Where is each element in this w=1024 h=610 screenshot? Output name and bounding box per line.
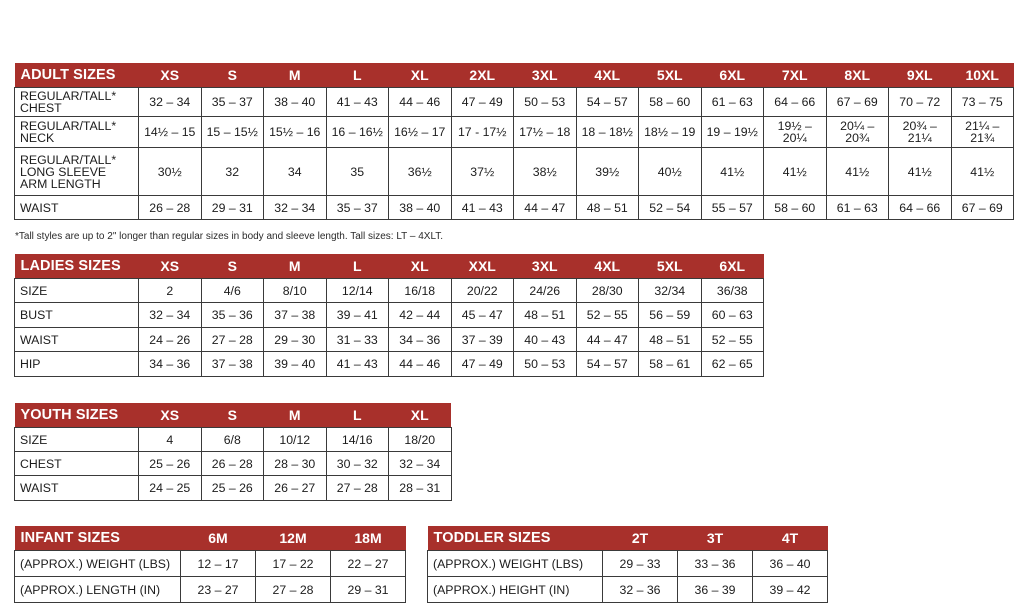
- size-value-cell: 28/30: [576, 279, 639, 303]
- adult-table-title: ADULT SIZES: [15, 63, 139, 88]
- infant-size-table: [14, 526, 406, 603]
- size-value-cell: 15 – 15½: [201, 117, 264, 148]
- size-value-cell: 28 – 31: [389, 476, 452, 501]
- size-value-cell: 36 – 40: [753, 551, 828, 577]
- size-value-cell: 37½: [451, 148, 514, 196]
- adult-size-header: XS: [139, 63, 202, 88]
- size-value-cell: 48 – 51: [639, 328, 702, 352]
- row-label: REGULAR/TALL* LONG SLEEVE ARM LENGTH: [15, 148, 139, 196]
- size-value-cell: 33 – 36: [678, 551, 753, 577]
- size-value-cell: 16 – 16½: [326, 117, 389, 148]
- size-value-cell: 44 – 46: [389, 88, 452, 117]
- size-value-cell: 24 – 26: [139, 328, 202, 352]
- size-value-cell: 29 – 33: [603, 551, 678, 577]
- youth-header-row: [15, 403, 452, 428]
- size-value-cell: 56 – 59: [639, 303, 702, 328]
- size-value-cell: 35 – 37: [326, 196, 389, 220]
- size-value-cell: 40 – 43: [514, 328, 577, 352]
- size-value-cell: 21¼ – 21¾: [951, 117, 1014, 148]
- youth-size-header: XS: [139, 403, 202, 428]
- ladies-row: [15, 328, 764, 352]
- row-label: HIP: [15, 352, 139, 377]
- size-value-cell: 8/10: [264, 279, 327, 303]
- size-value-cell: 47 – 49: [451, 88, 514, 117]
- row-label: REGULAR/TALL* CHEST: [15, 88, 139, 117]
- size-value-cell: 34 – 36: [389, 328, 452, 352]
- size-value-cell: 25 – 26: [139, 452, 202, 476]
- size-value-cell: 14/16: [326, 428, 389, 452]
- size-value-cell: 64 – 66: [764, 88, 827, 117]
- size-value-cell: 48 – 51: [514, 303, 577, 328]
- size-value-cell: 44 – 47: [514, 196, 577, 220]
- size-value-cell: 36½: [389, 148, 452, 196]
- size-value-cell: 34: [264, 148, 327, 196]
- size-value-cell: 18 – 18½: [576, 117, 639, 148]
- ladies-size-header: 6XL: [701, 254, 764, 279]
- adult-row: [15, 148, 1014, 196]
- infant-size-header: 6M: [181, 526, 256, 551]
- size-value-cell: 14½ – 15: [139, 117, 202, 148]
- row-label: WAIST: [15, 196, 139, 220]
- size-value-cell: 28 – 30: [264, 452, 327, 476]
- adult-size-header: 8XL: [826, 63, 889, 88]
- size-value-cell: 52 – 55: [576, 303, 639, 328]
- ladies-size-header: S: [201, 254, 264, 279]
- ladies-size-header: L: [326, 254, 389, 279]
- size-value-cell: 22 – 27: [331, 551, 406, 577]
- toddler-size-header: 3T: [678, 526, 753, 551]
- toddler-size-header: 2T: [603, 526, 678, 551]
- adult-row: [15, 196, 1014, 220]
- adult-size-table: [14, 63, 1014, 220]
- size-value-cell: 6/8: [201, 428, 264, 452]
- adult-size-header: 4XL: [576, 63, 639, 88]
- size-value-cell: 31 – 33: [326, 328, 389, 352]
- toddler-row: [428, 551, 828, 577]
- adult-size-header: 2XL: [451, 63, 514, 88]
- size-value-cell: 42 – 44: [389, 303, 452, 328]
- toddler-table-title: TODDLER SIZES: [428, 526, 603, 551]
- ladies-table-title: LADIES SIZES: [15, 254, 139, 279]
- toddler-size-header: 4T: [753, 526, 828, 551]
- size-value-cell: 19½ – 20¼: [764, 117, 827, 148]
- ladies-row: [15, 352, 764, 377]
- size-value-cell: 10/12: [264, 428, 327, 452]
- size-value-cell: 38 – 40: [389, 196, 452, 220]
- row-label: WAIST: [15, 328, 139, 352]
- size-value-cell: 36 – 39: [678, 577, 753, 603]
- size-value-cell: 41½: [764, 148, 827, 196]
- adult-size-header: 10XL: [951, 63, 1014, 88]
- size-value-cell: 30 – 32: [326, 452, 389, 476]
- size-value-cell: 30½: [139, 148, 202, 196]
- infant-size-header: 12M: [256, 526, 331, 551]
- size-value-cell: 12/14: [326, 279, 389, 303]
- youth-table-title: YOUTH SIZES: [15, 403, 139, 428]
- youth-row: [15, 428, 452, 452]
- size-value-cell: 41 – 43: [451, 196, 514, 220]
- adult-size-header: S: [201, 63, 264, 88]
- size-value-cell: 37 – 39: [451, 328, 514, 352]
- infant-table-title: INFANT SIZES: [15, 526, 181, 551]
- size-value-cell: 41½: [889, 148, 952, 196]
- ladies-size-header: XXL: [451, 254, 514, 279]
- size-value-cell: 32 – 34: [139, 303, 202, 328]
- row-label: WAIST: [15, 476, 139, 501]
- row-label: SIZE: [15, 428, 139, 452]
- adult-footnote: *Tall styles are up to 2" longer than regular sizes in body and sleeve length. Tall sizes: LT – 4XLT.: [15, 231, 444, 242]
- adult-size-header: 7XL: [764, 63, 827, 88]
- adult-size-header: 3XL: [514, 63, 577, 88]
- row-label: (APPROX.) LENGTH (IN): [15, 577, 181, 603]
- size-value-cell: 29 – 31: [331, 577, 406, 603]
- size-value-cell: 32 – 34: [139, 88, 202, 117]
- adult-header-row: [15, 63, 1014, 88]
- youth-size-header: L: [326, 403, 389, 428]
- size-value-cell: 44 – 47: [576, 328, 639, 352]
- size-value-cell: 41 – 43: [326, 88, 389, 117]
- size-value-cell: 32 – 36: [603, 577, 678, 603]
- size-value-cell: 39 – 40: [264, 352, 327, 377]
- row-label: CHEST: [15, 452, 139, 476]
- adult-size-header: M: [264, 63, 327, 88]
- row-label: (APPROX.) HEIGHT (IN): [428, 577, 603, 603]
- toddler-header-row: [428, 526, 828, 551]
- size-value-cell: 27 – 28: [201, 328, 264, 352]
- size-value-cell: 55 – 57: [701, 196, 764, 220]
- size-value-cell: 45 – 47: [451, 303, 514, 328]
- size-value-cell: 67 – 69: [826, 88, 889, 117]
- ladies-row: [15, 279, 764, 303]
- size-value-cell: 44 – 46: [389, 352, 452, 377]
- youth-size-table: [14, 403, 452, 501]
- ladies-row: [15, 303, 764, 328]
- size-value-cell: 17 – 22: [256, 551, 331, 577]
- size-value-cell: 52 – 55: [701, 328, 764, 352]
- row-label: REGULAR/TALL* NECK: [15, 117, 139, 148]
- size-value-cell: 64 – 66: [889, 196, 952, 220]
- ladies-size-header: M: [264, 254, 327, 279]
- adult-size-header: 5XL: [639, 63, 702, 88]
- size-value-cell: 15½ – 16: [264, 117, 327, 148]
- adult-row: [15, 88, 1014, 117]
- size-value-cell: 39 – 41: [326, 303, 389, 328]
- size-value-cell: 17½ – 18: [514, 117, 577, 148]
- size-value-cell: 54 – 57: [576, 352, 639, 377]
- row-label: BUST: [15, 303, 139, 328]
- size-value-cell: 37 – 38: [201, 352, 264, 377]
- toddler-size-table: [427, 526, 828, 603]
- size-value-cell: 32: [201, 148, 264, 196]
- size-value-cell: 58 – 60: [639, 88, 702, 117]
- size-value-cell: 41½: [701, 148, 764, 196]
- size-value-cell: 39 – 42: [753, 577, 828, 603]
- size-value-cell: 23 – 27: [181, 577, 256, 603]
- size-value-cell: 16½ – 17: [389, 117, 452, 148]
- size-value-cell: 50 – 53: [514, 352, 577, 377]
- size-value-cell: 4/6: [201, 279, 264, 303]
- size-value-cell: 38 – 40: [264, 88, 327, 117]
- size-value-cell: 47 – 49: [451, 352, 514, 377]
- size-value-cell: 37 – 38: [264, 303, 327, 328]
- size-value-cell: 20¼ – 20¾: [826, 117, 889, 148]
- infant-row: [15, 551, 406, 577]
- size-value-cell: 27 – 28: [256, 577, 331, 603]
- toddler-row: [428, 577, 828, 603]
- size-value-cell: 50 – 53: [514, 88, 577, 117]
- size-value-cell: 26 – 28: [201, 452, 264, 476]
- size-value-cell: 2: [139, 279, 202, 303]
- youth-row: [15, 476, 452, 501]
- size-value-cell: 54 – 57: [576, 88, 639, 117]
- size-value-cell: 35 – 37: [201, 88, 264, 117]
- ladies-size-header: XS: [139, 254, 202, 279]
- size-value-cell: 61 – 63: [701, 88, 764, 117]
- size-value-cell: 60 – 63: [701, 303, 764, 328]
- size-value-cell: 16/18: [389, 279, 452, 303]
- size-value-cell: 32 – 34: [264, 196, 327, 220]
- adult-size-header: L: [326, 63, 389, 88]
- youth-size-header: M: [264, 403, 327, 428]
- size-value-cell: 61 – 63: [826, 196, 889, 220]
- size-value-cell: 32/34: [639, 279, 702, 303]
- size-value-cell: 70 – 72: [889, 88, 952, 117]
- size-value-cell: 24 – 25: [139, 476, 202, 501]
- youth-row: [15, 452, 452, 476]
- size-value-cell: 58 – 60: [764, 196, 827, 220]
- size-value-cell: 41½: [951, 148, 1014, 196]
- size-value-cell: 38½: [514, 148, 577, 196]
- ladies-size-table: [14, 254, 764, 377]
- size-value-cell: 52 – 54: [639, 196, 702, 220]
- size-value-cell: 26 – 27: [264, 476, 327, 501]
- size-value-cell: 4: [139, 428, 202, 452]
- size-value-cell: 58 – 61: [639, 352, 702, 377]
- ladies-size-header: 5XL: [639, 254, 702, 279]
- infant-size-header: 18M: [331, 526, 406, 551]
- ladies-header-row: [15, 254, 764, 279]
- size-value-cell: 48 – 51: [576, 196, 639, 220]
- adult-size-header: 6XL: [701, 63, 764, 88]
- infant-header-row: [15, 526, 406, 551]
- size-value-cell: 40½: [639, 148, 702, 196]
- size-value-cell: 26 – 28: [139, 196, 202, 220]
- ladies-size-header: XL: [389, 254, 452, 279]
- ladies-size-header: 3XL: [514, 254, 577, 279]
- youth-size-header: XL: [389, 403, 452, 428]
- size-value-cell: 12 – 17: [181, 551, 256, 577]
- size-value-cell: 35: [326, 148, 389, 196]
- adult-size-header: XL: [389, 63, 452, 88]
- size-value-cell: 35 – 36: [201, 303, 264, 328]
- adult-row: [15, 117, 1014, 148]
- size-value-cell: 29 – 31: [201, 196, 264, 220]
- size-value-cell: 24/26: [514, 279, 577, 303]
- size-value-cell: 27 – 28: [326, 476, 389, 501]
- size-value-cell: 32 – 34: [389, 452, 452, 476]
- adult-size-header: 9XL: [889, 63, 952, 88]
- size-value-cell: 29 – 30: [264, 328, 327, 352]
- size-value-cell: 20/22: [451, 279, 514, 303]
- size-value-cell: 62 – 65: [701, 352, 764, 377]
- infant-row: [15, 577, 406, 603]
- size-value-cell: 18/20: [389, 428, 452, 452]
- size-value-cell: 20¾ – 21¼: [889, 117, 952, 148]
- size-value-cell: 34 – 36: [139, 352, 202, 377]
- ladies-size-header: 4XL: [576, 254, 639, 279]
- size-value-cell: 19 – 19½: [701, 117, 764, 148]
- size-value-cell: 25 – 26: [201, 476, 264, 501]
- size-value-cell: 18½ – 19: [639, 117, 702, 148]
- size-value-cell: 67 – 69: [951, 196, 1014, 220]
- row-label: (APPROX.) WEIGHT (LBS): [428, 551, 603, 577]
- size-value-cell: 17 - 17½: [451, 117, 514, 148]
- row-label: (APPROX.) WEIGHT (LBS): [15, 551, 181, 577]
- size-value-cell: 36/38: [701, 279, 764, 303]
- size-value-cell: 39½: [576, 148, 639, 196]
- row-label: SIZE: [15, 279, 139, 303]
- size-value-cell: 73 – 75: [951, 88, 1014, 117]
- size-value-cell: 41 – 43: [326, 352, 389, 377]
- youth-size-header: S: [201, 403, 264, 428]
- size-value-cell: 41½: [826, 148, 889, 196]
